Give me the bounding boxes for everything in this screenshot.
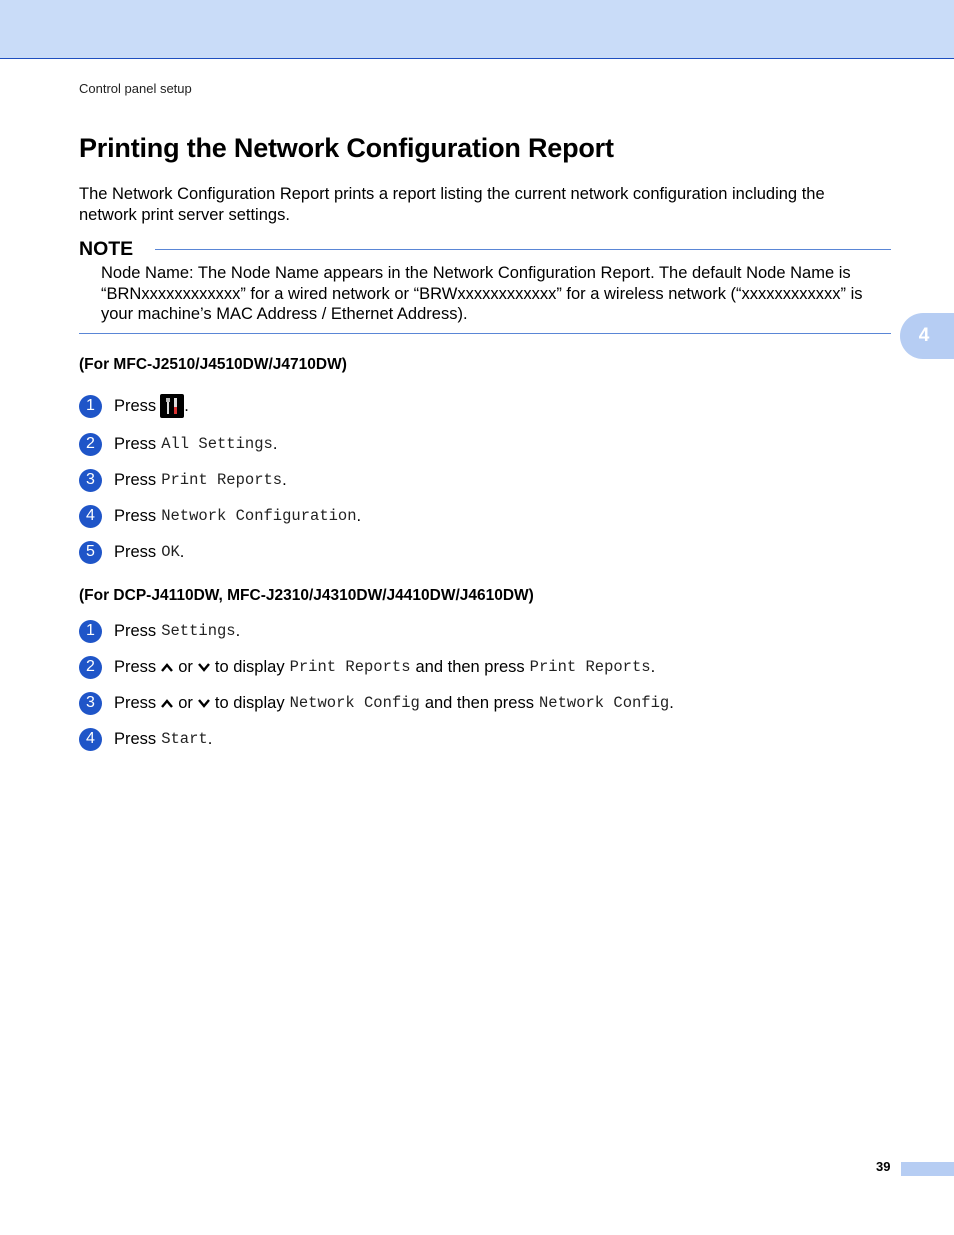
section-heading-mfc: (For MFC-J2510/J4510DW/J4710DW) (79, 356, 347, 373)
step-row (79, 540, 184, 564)
option-label: All Settings (161, 435, 273, 453)
step-end: . (669, 693, 674, 712)
note-divider-top (155, 249, 891, 250)
step-row (79, 432, 277, 456)
footer-bar (901, 1162, 954, 1176)
step-text-display: to display (214, 693, 285, 712)
step-row (79, 727, 212, 751)
page-title: Printing the Network Configuration Report (79, 133, 614, 163)
step-row (79, 655, 655, 679)
option-label: Print Reports (529, 658, 651, 676)
step-row (79, 394, 189, 418)
step-number: 4 (79, 505, 102, 528)
step-number: 5 (79, 541, 102, 564)
step-text-press: Press (114, 506, 157, 525)
option-label: Network Config (289, 694, 420, 712)
step-row (79, 691, 674, 715)
note-heading: NOTE (79, 238, 134, 260)
option-label: OK (161, 543, 180, 561)
chevron-up-icon (159, 659, 175, 675)
chapter-tab[interactable] (900, 313, 954, 359)
step-row (79, 619, 240, 643)
chapter-number: 4 (918, 325, 930, 346)
step-text-then: and then press (424, 693, 534, 712)
intro-paragraph: The Network Configuration Report prints a report listing the current network configuration including the network print server settings. (79, 185, 825, 224)
step-row (79, 504, 361, 528)
step-end: . (179, 542, 185, 561)
step-text-press: Press (114, 621, 157, 640)
step-text-or: or (178, 693, 193, 712)
tools-icon (160, 394, 184, 418)
option-label: Settings (161, 622, 236, 640)
step-text-press: Press (114, 693, 157, 712)
step-end: . (272, 434, 278, 453)
chevron-up-icon (159, 695, 175, 711)
step-number: 2 (79, 656, 102, 679)
step-end: . (184, 396, 189, 415)
step-text-press: Press (114, 396, 157, 415)
step-text-display: to display (214, 657, 285, 676)
option-label: Start (161, 730, 208, 748)
option-label: Print Reports (289, 658, 411, 676)
step-text-press: Press (114, 434, 157, 453)
section-heading-dcp: (For DCP-J4110DW, MFC-J2310/J4310DW/J4410DW/J4610DW) (79, 587, 534, 604)
note-body: Node Name: The Node Name appears in the Network Configuration Report. The default Node Name is “BRNxxxxxxxxxxxx” for a wired network or “BRWxxxxxxxxxxxx” for a wireless network (“xxxxxxxxxxxx” is your machine’s MAC Address / Ethernet Address). (101, 264, 863, 323)
breadcrumb: Control panel setup (79, 81, 192, 96)
option-label: Network Configuration (161, 507, 357, 525)
step-number: 2 (79, 433, 102, 456)
step-number: 3 (79, 692, 102, 715)
step-number: 1 (79, 395, 102, 418)
step-end: . (235, 621, 241, 640)
step-text-press: Press (114, 470, 157, 489)
step-text-then: and then press (415, 657, 525, 676)
step-text-press: Press (114, 729, 157, 748)
option-label: Print Reports (161, 471, 283, 489)
step-number: 1 (79, 620, 102, 643)
step-row (79, 468, 287, 492)
chevron-down-icon (196, 659, 212, 675)
step-end: . (356, 506, 362, 525)
step-number: 4 (79, 728, 102, 751)
step-end: . (650, 657, 656, 676)
note-divider-bottom (79, 333, 891, 334)
chevron-down-icon (196, 695, 212, 711)
step-text-press: Press (114, 542, 157, 561)
step-end: . (207, 729, 213, 748)
step-number: 3 (79, 469, 102, 492)
page-number: 39 (876, 1159, 891, 1174)
step-end: . (282, 470, 287, 489)
step-text-or: or (178, 657, 193, 676)
step-text-press: Press (114, 657, 157, 676)
header-band (0, 0, 954, 59)
option-label: Network Config (538, 694, 670, 712)
